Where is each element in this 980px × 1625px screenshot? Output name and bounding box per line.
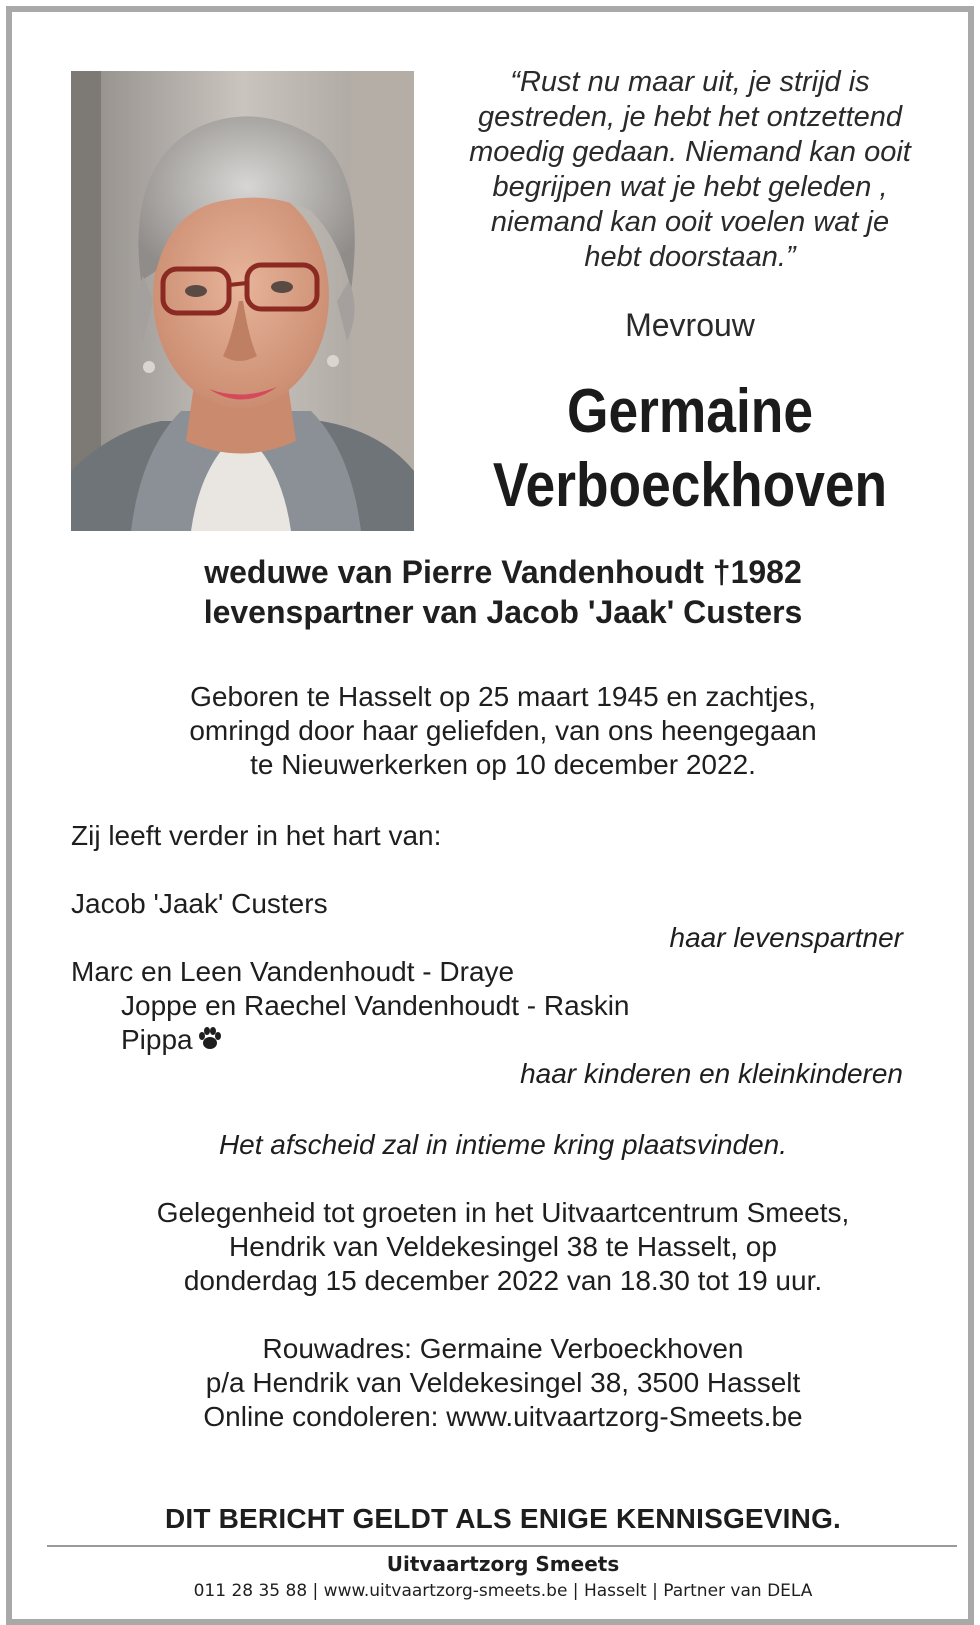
pet-name: Pippa — [121, 1024, 193, 1055]
survivor-family-1: Marc en Leen Vandenhoudt - Draye — [71, 956, 515, 987]
paw-icon — [197, 1026, 223, 1058]
quote-line: “Rust nu maar uit, je strijd is — [510, 66, 870, 98]
quote-line: gestreden, je hebt het ontzettend — [477, 101, 903, 133]
quote-line: begrijpen wat je hebt geleden , — [492, 171, 888, 203]
obituary-card — [6, 6, 974, 1625]
footer-details: 011 28 35 88 | www.uitvaartzorg-smeets.be | Hasselt | Partner van DELA — [193, 1581, 813, 1601]
portrait-illustration — [71, 71, 414, 531]
farewell-text: Het afscheid zal in intieme kring plaatsvinden. — [218, 1129, 788, 1160]
survivor-pet — [121, 1024, 223, 1058]
portrait-photo — [71, 71, 414, 531]
address-line: Online condoleren: www.uitvaartzorg-Smeets.be — [203, 1401, 803, 1432]
relation-line: weduwe van Pierre Vandenhoudt †1982 — [204, 554, 802, 590]
visitation-text — [58, 1196, 948, 1298]
birth-death-line: omringd door haar geliefden, van ons heengegaan — [189, 715, 817, 746]
birth-death-text — [58, 680, 948, 782]
official-notice: DIT BERICHT GELDT ALS ENIGE KENNISGEVING. — [164, 1503, 842, 1534]
last-name: Verboeckhoven — [492, 451, 888, 520]
survivors-intro: Zij leeft verder in het hart van: — [71, 820, 442, 851]
footer-divider — [47, 1545, 957, 1547]
relation-line: levenspartner van Jacob 'Jaak' Custers — [203, 594, 803, 630]
address-line: p/a Hendrik van Veldekesingel 38, 3500 Hasselt — [205, 1367, 801, 1398]
visitation-line: donderdag 15 december 2022 van 18.30 tot 19 uur. — [183, 1265, 823, 1296]
quote-line: hebt doorstaan.” — [584, 241, 796, 273]
honorific: Mevrouw — [625, 307, 755, 343]
memorial-quote — [440, 65, 940, 275]
card-content — [35, 35, 969, 1614]
survivor-partner-name: Jacob 'Jaak' Custers — [71, 888, 328, 919]
birth-death-line: Geboren te Hasselt op 25 maart 1945 en zachtjes, — [190, 681, 816, 712]
first-name: Germaine — [567, 377, 813, 446]
visitation-line: Gelegenheid tot groeten in het Uitvaartcentrum Smeets, — [156, 1197, 850, 1228]
quote-line: moedig gedaan. Niemand kan ooit — [469, 136, 911, 168]
quote-line: niemand kan ooit voelen wat je — [490, 206, 890, 238]
address-text — [58, 1332, 948, 1434]
survivor-family-2: Joppe en Raechel Vandenhoudt - Raskin — [121, 990, 630, 1021]
relations — [58, 552, 948, 632]
birth-death-line: te Nieuwerkerken op 10 december 2022. — [250, 749, 756, 780]
footer-company: Uitvaartzorg Smeets — [386, 1552, 620, 1576]
survivor-family-role: haar kinderen en kleinkinderen — [520, 1058, 903, 1089]
survivor-partner-role: haar levenspartner — [669, 922, 903, 953]
address-line: Rouwadres: Germaine Verboeckhoven — [262, 1333, 744, 1364]
visitation-line: Hendrik van Veldekesingel 38 te Hasselt, op — [229, 1231, 777, 1262]
deceased-name — [475, 375, 905, 523]
